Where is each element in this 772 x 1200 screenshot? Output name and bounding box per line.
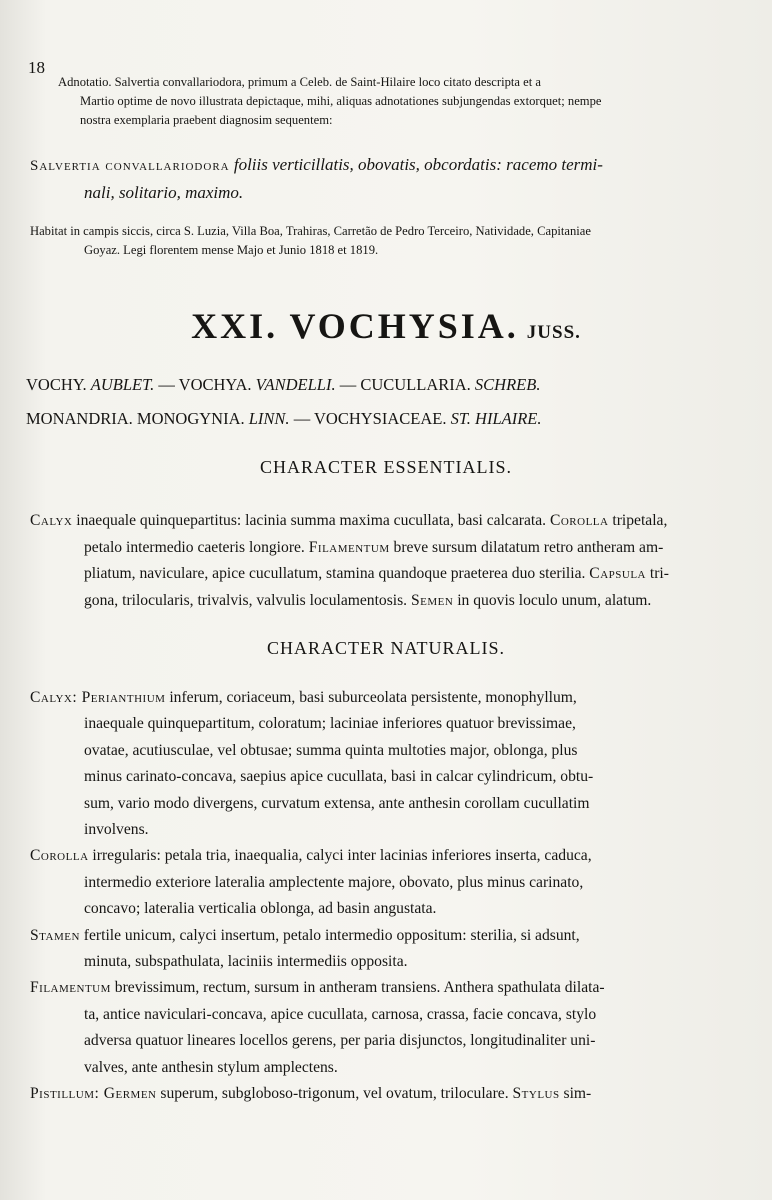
text-run: tripetala, (608, 512, 668, 529)
text-line (84, 791, 590, 818)
term-label: Corolla (549, 512, 609, 529)
term-label: Filamentum (308, 538, 390, 556)
term-label: Perianthium (81, 689, 166, 706)
text-run: inaequale quinquepartitum, coloratum; laciniae inferiores quatuor brevissimae, (84, 715, 576, 733)
text-run: fertile unicum, calyci insertum, petalo intermedio oppositum: sterilia, si adsunt, (79, 926, 580, 944)
text-run: gona, trilocularis, trivalvis, valvulis loculamentosis. (84, 591, 411, 609)
diagnosis-text: foliis verticillatis, obovatis, obcordatis: racemo termi- (233, 155, 603, 174)
text-run: involvens. (84, 821, 149, 838)
text-run: sum, vario modo divergens, curvatum extensa, ante anthesin corollam cucullatim (84, 794, 590, 812)
synonym-author: ST. HILAIRE. (450, 409, 542, 428)
annotation-line: Martio optime de novo illustrata depictaque, mihi, aliquas adnotationes subjungendas extorquet; nempe (80, 94, 602, 108)
term-label: Pistillum: (30, 1085, 104, 1102)
text-run: superum, subgloboso-trigonum, vel ovatum, triloculare. (156, 1085, 513, 1102)
synonym-author: SCHREB. (474, 375, 541, 394)
term-label: Corolla (30, 847, 89, 865)
text-run: ta, antice naviculari-concava, apice cucullata, carnosa, crassa, facie concava, stylo (84, 1005, 597, 1023)
annotation-line: nostra exemplaria praebent diagnosim sequentem: (80, 113, 333, 127)
text-line (84, 870, 583, 897)
text-run: inferum, coriaceum, basi suburceolata persistente, monophyllum, (165, 689, 577, 706)
text-line (30, 843, 592, 870)
text-run: inaequale quinquepartitus: lacinia summa maxima cucullata, basi calcarata. (72, 512, 550, 529)
text-run: petalo intermedio caeteris longiore. (84, 538, 309, 556)
synonym-author: LINN. (248, 409, 290, 428)
text-run: intermedio exteriore lateralia amplectente majore, obovato, plus minus carinato, (84, 873, 584, 891)
term-label: Semen (410, 591, 454, 609)
text-run: sim- (559, 1085, 592, 1102)
term-label: Capsula (589, 565, 646, 582)
synonym-line (26, 373, 756, 397)
text-run: adversa quatuor lineares locellos gerens, per paria disjunctos, longitudinaliter uni- (84, 1032, 596, 1050)
text-line (84, 949, 408, 976)
term-label: Germen (103, 1085, 157, 1102)
text-run: ovatae, acutiusculae, vel obtusae; summa quinta multoties major, oblonga, plus (84, 741, 578, 759)
text-run: in quovis loculo unum, alatum. (453, 591, 652, 609)
text-line (84, 738, 578, 765)
term-label: Filamentum (30, 979, 111, 997)
synonym-author: VANDELLI. (255, 375, 336, 394)
text-line (30, 923, 580, 950)
text-line (30, 1081, 591, 1108)
text-line (30, 975, 605, 1002)
genus-title (0, 305, 772, 347)
habitat-line: Habitat in campis siccis, circa S. Luzia, Villa Boa, Trahiras, Carretão de Pedro Terceiro, Natividade, Capitaniae (30, 224, 591, 238)
text-line (84, 1055, 338, 1082)
synonym-line (26, 407, 756, 431)
text-run: minus carinato-concava, saepius apice cucullata, basi in calcar cylindricum, obtu- (84, 768, 594, 786)
page-number: 18 (28, 58, 45, 77)
synonym-name: VOCHY. (26, 375, 91, 394)
synonym-author: AUBLET. (90, 375, 155, 394)
genus-author: JUSS. (526, 322, 581, 343)
text-line (84, 817, 149, 844)
text-line (84, 896, 436, 923)
text-line (84, 764, 593, 791)
text-line (84, 711, 576, 738)
text-run: concavo; lateralia verticalia oblonga, ad basin angustata. (84, 900, 437, 918)
text-line (84, 1028, 595, 1055)
diagnosis-species-name: Salvertia convallariodora (30, 158, 230, 174)
text-run: tri- (645, 565, 669, 582)
text-line (84, 1002, 596, 1029)
text-run: pliatum, naviculare, apice cucullatum, stamina quandoque praeterea duo sterilia. (84, 565, 590, 582)
text-line (84, 588, 651, 615)
text-run: valves, ante anthesin stylum amplectens. (84, 1058, 338, 1076)
text-line (84, 535, 663, 562)
section-heading-essential: CHARACTER ESSENTIALIS. (259, 457, 512, 477)
genus-name: XXI. VOCHYSIA. (191, 306, 519, 346)
text-run: minuta, subspathulata, laciniis intermediis opposita. (84, 953, 408, 970)
synonym-name: — VOCHYA. (154, 375, 256, 394)
term-label: Stamen (30, 926, 80, 944)
habitat-line: Goyaz. Legi florentem mense Majo et Junio 1818 et 1819. (84, 243, 379, 257)
term-label: Calyx: (30, 689, 82, 706)
synonym-name: MONANDRIA. MONOGYNIA. (26, 409, 249, 428)
text-line (84, 561, 669, 588)
section-heading-natural: CHARACTER NATURALIS. (266, 638, 505, 658)
synonym-name: — CUCULLARIA. (335, 375, 475, 394)
annotation-line: Adnotatio. Salvertia convallariodora, primum a Celeb. de Saint-Hilaire loco citato descripta et a (58, 75, 541, 89)
text-run: brevissimum, rectum, sursum in antheram transiens. Anthera spathulata dilata- (110, 979, 605, 997)
diagnosis-line (30, 152, 745, 179)
diagnosis-line: nali, solitario, maximo. (84, 183, 244, 202)
term-label: Calyx (30, 512, 73, 529)
text-run: irregularis: petala tria, inaequalia, calyci inter lacinias inferiores inserta, caduca, (88, 847, 592, 865)
text-run: breve sursum dilatatum retro antheram am- (389, 538, 664, 556)
synonym-name: — VOCHYSIACEAE. (289, 409, 451, 428)
text-line (30, 685, 577, 712)
term-label: Stylus (512, 1085, 560, 1102)
text-line (30, 508, 667, 535)
